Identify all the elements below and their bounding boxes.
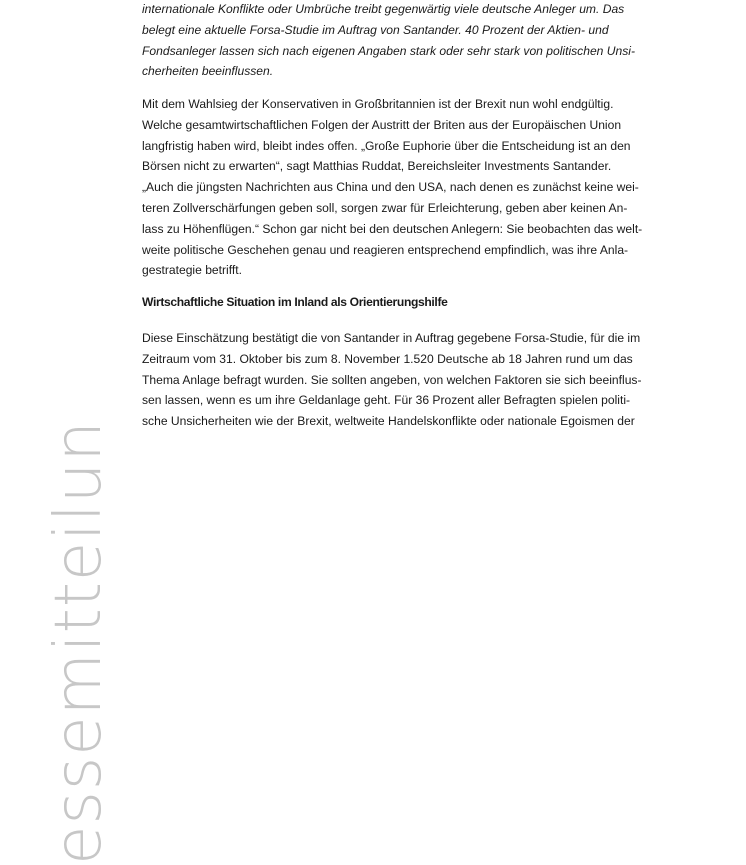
lead-paragraph (142, 0, 662, 82)
body-paragraph-2 (142, 328, 662, 432)
lead-line: cherheiten beeinflussen. (142, 64, 274, 79)
section-heading: Wirtschaftliche Situation im Inland als Orientierungshilfe (142, 295, 448, 309)
paragraph-line: Welche gesamtwirtschaftlichen Folgen der Austritt der Briten aus der Europäischen Union (142, 117, 622, 132)
body-paragraph-1 (142, 94, 662, 281)
paragraph-line: „Auch die jüngsten Nachrichten aus China und den USA, nach denen es zunächst keine wei- (142, 180, 639, 195)
paragraph-line: teren Zollverschärfungen geben soll, sorgen zwar für Erleichterung, geben aber keinen An- (142, 200, 628, 215)
side-title-text: essemitteilun (42, 420, 116, 865)
paragraph-line: langfristig haben wird, bleibt indes offen. „Große Euphorie über die Entscheidung ist an den (142, 138, 631, 153)
lead-line: Fondsanleger lassen sich nach eigenen Angaben stark oder sehr stark von politischen Unsi- (142, 43, 635, 58)
lead-line: internationale Konflikte oder Umbrüche treibt gegenwärtig viele deutsche Anleger um. Das (142, 2, 625, 16)
paragraph-line: sche Unsicherheiten wie der Brexit, weltweite Handelskonflikte oder nationale Egoismen der (142, 414, 635, 429)
paragraph-line: Diese Einschätzung bestätigt die von Santander in Auftrag gegebene Forsa-Studie, für die im (142, 331, 641, 345)
paragraph-line: Börsen nicht zu erwarten“, sagt Matthias Ruddat, Bereichsleiter Investments Santander. (142, 159, 612, 174)
paragraph-line: sen lassen, wenn es um ihre Geldanlage geht. Für 36 Prozent aller Befragten spielen politi- (142, 393, 631, 408)
paragraph-line: Mit dem Wahlsieg der Konservativen in Großbritannien ist der Brexit nun wohl endgültig. (142, 97, 614, 111)
paragraph-line: lass zu Höhenflügen.“ Schon gar nicht bei den deutschen Anlegern: Sie beobachten das welt- (142, 221, 643, 236)
side-title-vertical (42, 0, 116, 865)
paragraph-line: weite politische Geschehen genau und reagieren entsprechend empfindlich, was ihre Anla- (142, 242, 629, 257)
paragraph-line: Thema Anlage befragt wurden. Sie sollten angeben, von welchen Faktoren sie sich beeinflus- (142, 372, 642, 387)
lead-line: belegt eine aktuelle Forsa-Studie im Auftrag von Santander. 40 Prozent der Aktien- und (142, 22, 609, 37)
paragraph-line: gestrategie betrifft. (142, 263, 242, 278)
paragraph-line: Zeitraum vom 31. Oktober bis zum 8. November 1.520 Deutsche ab 18 Jahren rund um das (142, 351, 633, 366)
